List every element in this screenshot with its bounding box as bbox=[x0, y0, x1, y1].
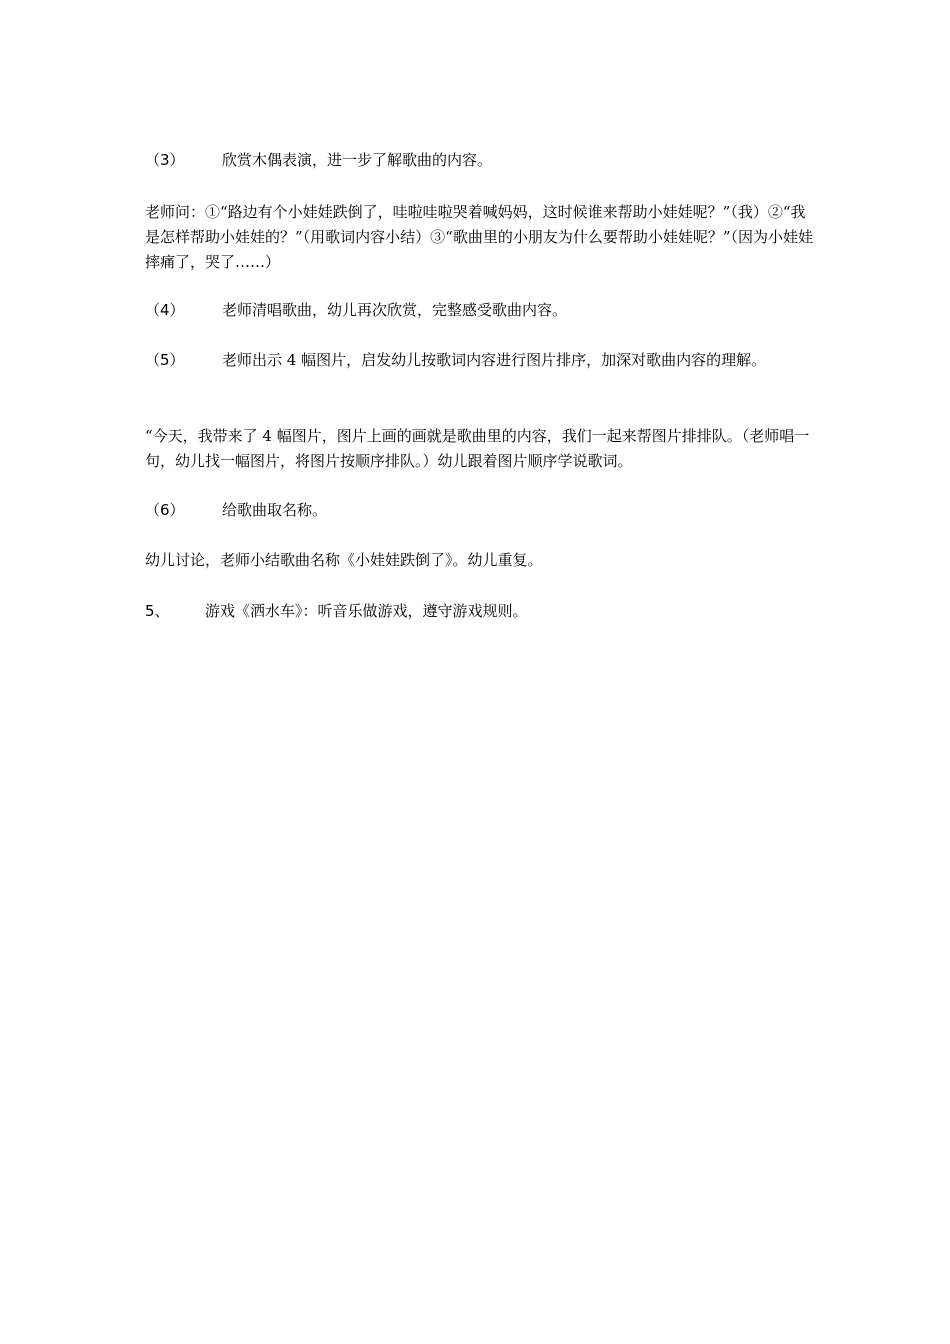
step-text: 老师清唱歌曲，幼儿再次欣赏，完整感受歌曲内容。 bbox=[222, 301, 568, 319]
step-text: 欣赏木偶表演，进一步了解歌曲的内容。 bbox=[222, 151, 493, 169]
step-5-game-heading bbox=[145, 599, 813, 624]
step-4-heading bbox=[145, 298, 813, 323]
step-number: 5、 bbox=[145, 602, 170, 620]
step-3-heading bbox=[145, 148, 813, 173]
step-number: （5） bbox=[145, 351, 185, 369]
teacher-questions-paragraph bbox=[145, 200, 813, 275]
step-text: 给歌曲取名称。 bbox=[222, 501, 328, 519]
paragraph-text: 老师问：①“路边有个小娃娃跌倒了，哇啦哇啦哭着喊妈妈，这时候谁来帮助小娃娃呢？”（我）②“我是怎样帮助小娃娃的？”（用歌词内容小结）③“歌曲里的小朋友为什么要帮助小娃娃呢？”（因为小娃娃摔痛了，哭了……） bbox=[145, 203, 814, 271]
step-text: 老师出示 4 幅图片，启发幼儿按歌词内容进行图片排序，加深对歌曲内容的理解。 bbox=[222, 351, 767, 369]
step-number: （3） bbox=[145, 151, 185, 169]
step-5-heading bbox=[145, 348, 813, 373]
step-number: （6） bbox=[145, 501, 185, 519]
discussion-paragraph bbox=[145, 548, 813, 573]
step-6-heading bbox=[145, 498, 813, 523]
paragraph-text: 幼儿讨论，老师小结歌曲名称《小娃娃跌倒了》。幼儿重复。 bbox=[145, 551, 543, 569]
paragraph-text: “今天，我带来了 4 幅图片，图片上画的画就是歌曲里的内容，我们一起来帮图片排排队。（老师唱一句，幼儿找一幅图片，将图片按顺序排队。）幼儿跟着图片顺序学说歌词。 bbox=[145, 427, 810, 470]
pictures-paragraph bbox=[145, 424, 813, 474]
step-number: （4） bbox=[145, 301, 185, 319]
step-text: 游戏《洒水车》：听音乐做游戏，遵守游戏规则。 bbox=[205, 602, 528, 620]
